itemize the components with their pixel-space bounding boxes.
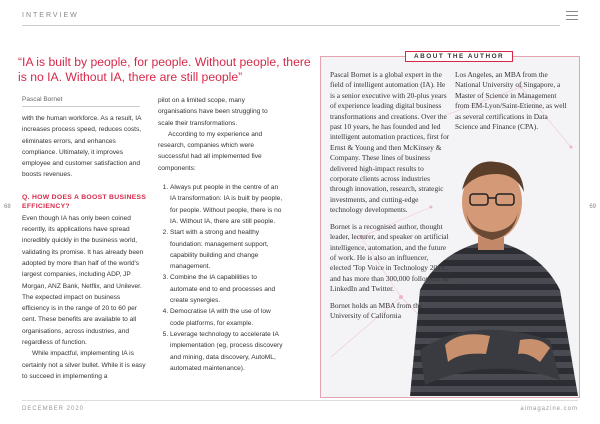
article-paragraph: Even though IA has only been coined recently, its applications have spread incredibly quickly in the business world, validating its promise. It has already been adopted by more than half of the world's largest companies, including ADP, JP Morgan, ANZ Bank, Netflix, and Unilever. The expected impact on business efficiency is in the range of 20 to 60 per cent. These benefits are available to all organisations, across industries, and regardless of function. — [22, 214, 144, 347]
about-author-heading: ABOUT THE AUTHOR — [405, 51, 513, 62]
footer-website: aimagazine.com — [520, 406, 578, 412]
article-paragraph: pilot on a limited scope, many organisations have been struggling to scale their transformations. — [158, 97, 268, 127]
bio-paragraph: Bornet holds an MBA from the University of California — [330, 300, 423, 320]
page-number-left: 68 — [4, 204, 11, 210]
quote-divider — [22, 106, 140, 107]
bio-paragraph: Pascal Bornet is a global expert in the field of intelligent automation (IA). He is a senior executive with 20-plus years of experience leading digital business transformations and creations. Over the past 10 years, he has founded and led intelligent automation practices, first for Ernst & Young and then McKinsey & Company. These lines of business delivered high-impact results to corporate clients across industries through innovation, research, strategic investments, and cutting-edge technology developments. — [330, 70, 450, 215]
article-paragraph: According to my experience and research, companies which were successful had all implemented five components: — [158, 130, 263, 172]
article-column-2 — [158, 95, 284, 374]
pull-quote-author: Pascal Bornet — [22, 96, 63, 103]
article-paragraph: While impactful, implementing IA is certainly not a silver bullet. While it is easy to succeed in implementing a — [22, 350, 146, 380]
list-item: 1. Always put people in the centre of an IA transformation: IA is built by people, for people. Without people, there is no IA. Without IA, there are still people. — [170, 182, 284, 227]
page-number-right: 69 — [589, 204, 596, 210]
article-column-1 — [22, 113, 148, 382]
list-item: 4. Democratise IA with the use of low code platforms, for example. — [170, 306, 284, 329]
footer-date: DECEMBER 2020 — [22, 406, 85, 412]
article-subhead: Q. HOW DOES A BOOST BUSINESS EFFICIENCY? — [22, 193, 147, 210]
bio-paragraph: Bornet is a recognised author, thought leader, lecturer, and speaker on artificial intelligence, automation, and the future of work. He is also an influencer, elected 'Top Voice in Technology 2019', and has more than 300,000 followers on LinkedIn and Twitter. — [330, 221, 449, 294]
pull-quote: “IA is built by people, for people. Without people, there is no IA. Without IA, there are still people” — [18, 55, 311, 84]
list-item: 5. Leverage technology to accelerate IA implementation (eg, process discovery and mining, data discovery, AutoML, automated maintenance). — [170, 329, 284, 374]
section-label: INTERVIEW — [22, 12, 79, 19]
menu-icon[interactable] — [566, 8, 578, 23]
author-bio-column-2 — [455, 70, 571, 138]
author-bio-column-1 — [330, 70, 450, 327]
article-paragraph: with the human workforce. As a result, IA increases process speed, reduces costs, eliminates errors, and enhances compliance. Ultimately, it improves employee and customer satisfaction and boosts revenues. — [22, 115, 142, 179]
bio-paragraph: Los Angeles, an MBA from the National University of Singapore, a Master of Science in Management from EM-Lyon/Saint-Etienne, as well as several certifications in Data Science and Finance (CPA). — [455, 70, 567, 132]
components-list — [158, 182, 284, 374]
footer-rule — [22, 400, 578, 401]
list-item: 2. Start with a strong and healthy foundation: management support, capability building and change management. — [170, 227, 284, 272]
list-item: 3. Combine the IA capabilities to automate end to end processes and create synergies. — [170, 272, 284, 306]
header-rule — [22, 25, 560, 26]
